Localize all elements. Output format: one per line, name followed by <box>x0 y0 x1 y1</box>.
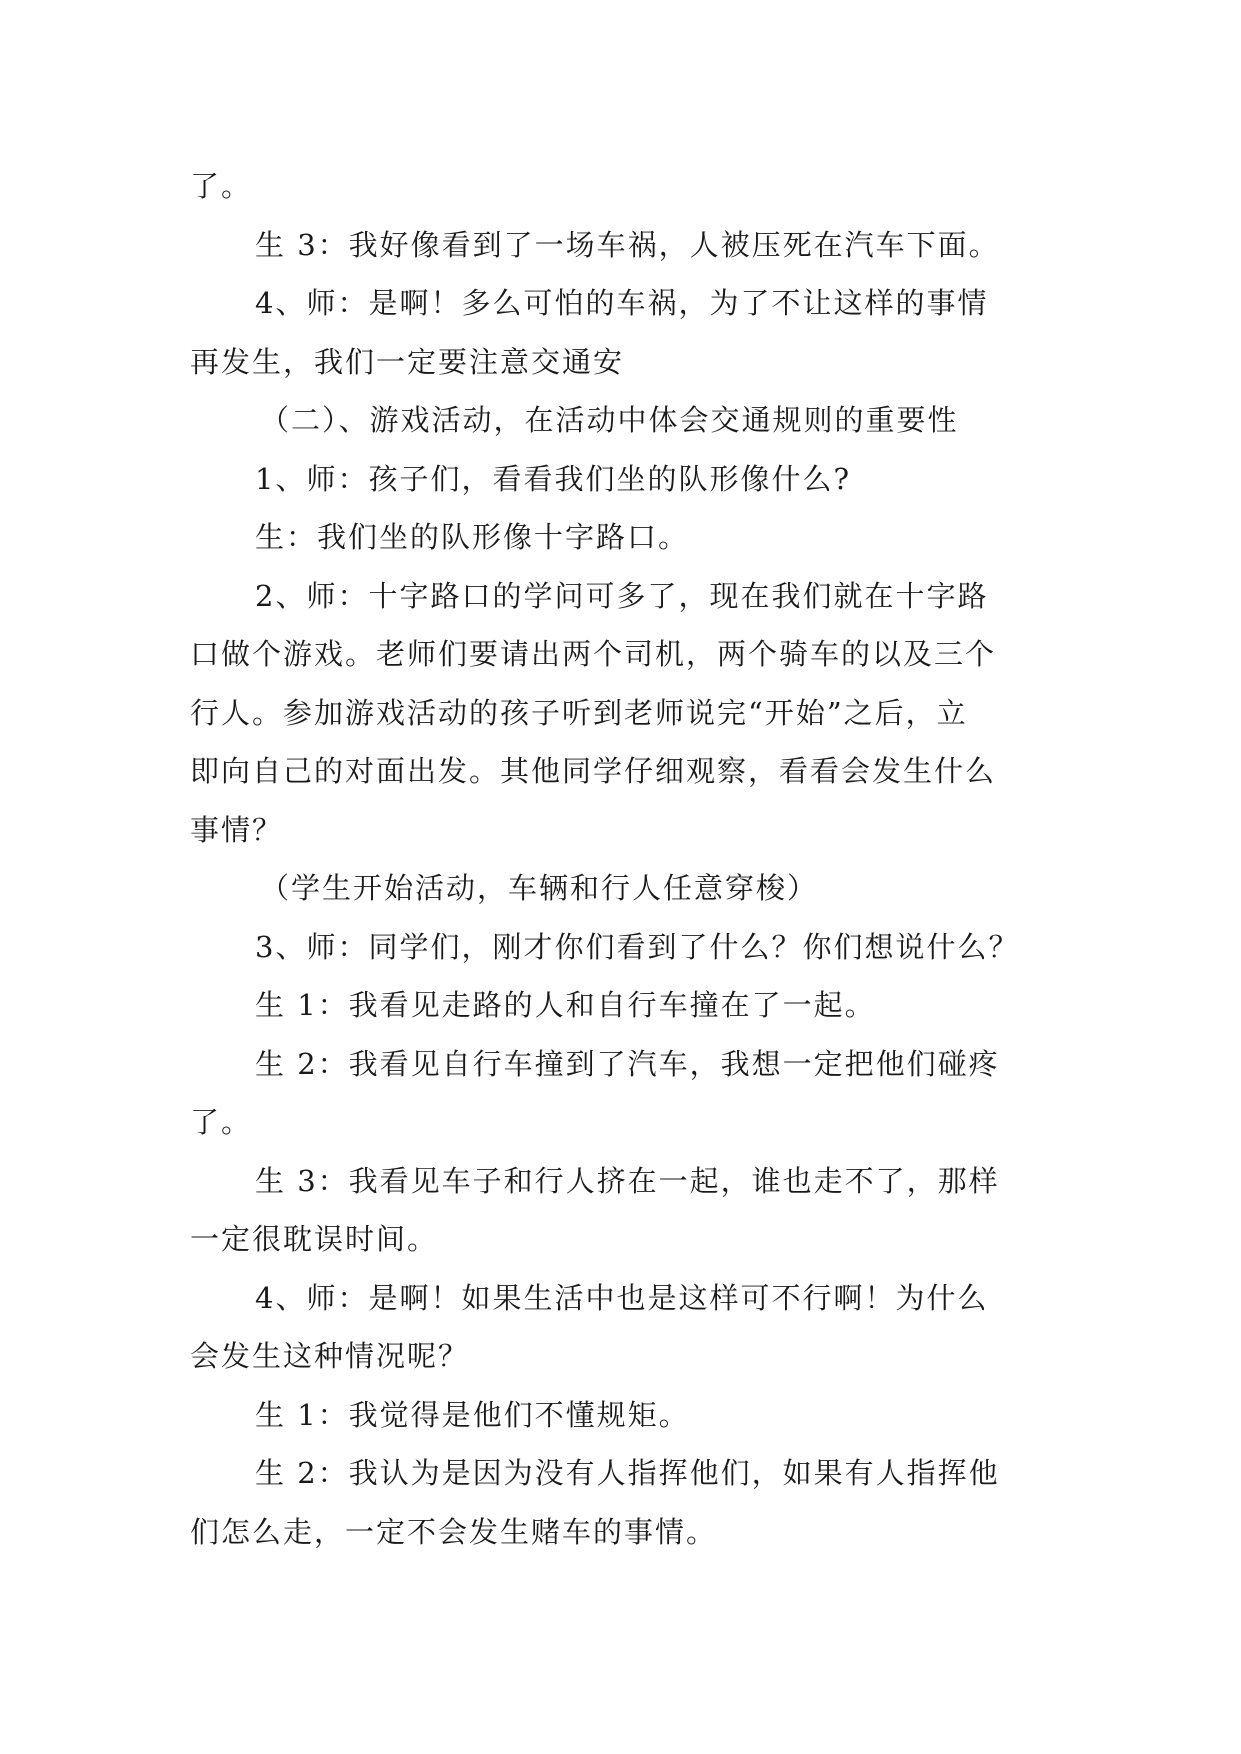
text-line: 生 2：我认为是因为没有人指挥他们，如果有人指挥他 <box>255 1456 1000 1490</box>
text-line: 了。 <box>190 1105 253 1139</box>
document-page <box>190 157 1060 1561</box>
text-line: 3、师：同学们，刚才你们看到了什么？你们想说什么？ <box>255 929 1020 964</box>
text-line: 口做个游戏。老师们要请出两个司机，两个骑车的以及三个 <box>190 637 997 671</box>
text-line: 事情？ <box>190 812 284 847</box>
text-line: 生 2：我看见自行车撞到了汽车，我想一定把他们碰疼 <box>255 1046 1000 1081</box>
text-line: 一定很耽误时间。 <box>190 1222 439 1256</box>
text-line: 生 3：我好像看到了一场车祸，人被压死在汽车下面。 <box>255 227 1000 262</box>
text-line: 们怎么走，一定不会发生赌车的事情。 <box>190 1514 718 1549</box>
text-line: 生 3：我看见车子和行人挤在一起，谁也走不了，那样 <box>255 1163 1000 1198</box>
text-line: 再发生，我们一定要注意交通安 <box>190 344 625 379</box>
text-line: 生 1：我看见走路的人和自行车撞在了一起。 <box>255 988 876 1022</box>
text-line: 1、师：孩子们，看看我们坐的队形像什么? <box>255 461 851 496</box>
text-line: 2、师：十字路口的学问可多了，现在我们就在十字路 <box>255 578 989 613</box>
text-line: 行人。参加游戏活动的孩子听到老师说完“开始”之后，立 <box>190 695 968 730</box>
text-line: 生：我们坐的队形像十字路口。 <box>255 520 690 554</box>
text-line: 4、师：是啊！如果生活中也是这样可不行啊！为什么 <box>255 1280 989 1315</box>
text-line: 会发生这种情况呢？ <box>190 1339 470 1373</box>
text-line: （学生开始活动，车辆和行人任意穿梭） <box>260 871 819 905</box>
text-line: 4、师：是啊！多么可怕的车祸，为了不让这样的事情 <box>255 286 989 320</box>
text-line: 生 1：我觉得是他们不懂规矩。 <box>255 1397 690 1432</box>
text-line: 即向自己的对面出发。其他同学仔细观察，看看会发生什么 <box>190 754 997 788</box>
section-heading: （二）、游戏活动，在活动中体会交通规则的重要性 <box>260 403 959 437</box>
text-line: 了。 <box>190 169 253 203</box>
